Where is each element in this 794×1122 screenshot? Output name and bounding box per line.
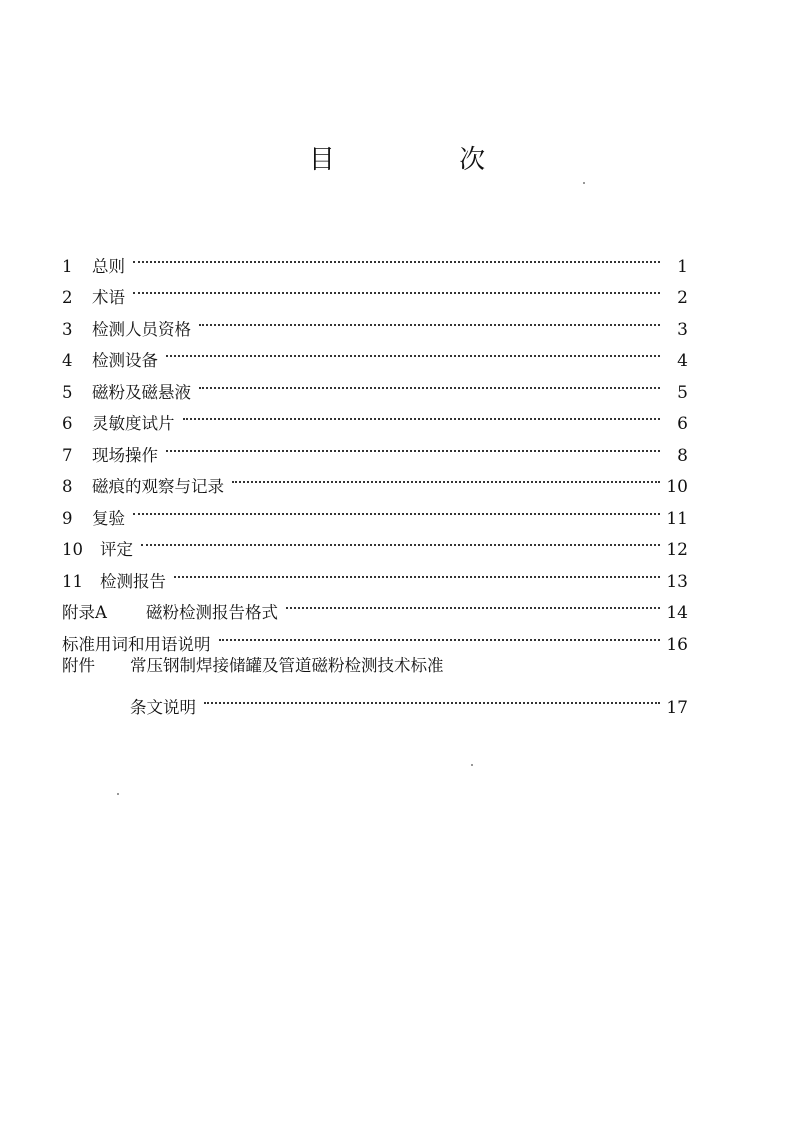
dot-leader xyxy=(141,524,666,556)
toc-page-number: 6 xyxy=(677,414,688,434)
toc-entry-2[interactable] xyxy=(62,272,688,308)
toc-page-number: 10 xyxy=(666,477,688,497)
toc-number: 3 xyxy=(62,319,73,339)
scan-speck xyxy=(583,182,585,184)
dot-leader xyxy=(166,429,666,461)
scan-speck xyxy=(117,793,119,795)
toc-number: 9 xyxy=(62,508,73,528)
toc-page-number: 1 xyxy=(677,256,688,277)
toc-page-number: 3 xyxy=(677,319,688,340)
toc-page-number: 17 xyxy=(666,697,688,718)
toc-number: 2 xyxy=(62,288,73,307)
toc-label: 灵敏度试片 xyxy=(92,414,175,433)
page-title: 目 次 xyxy=(308,145,544,175)
dot-leader xyxy=(204,681,666,713)
dot-leader xyxy=(199,366,666,398)
toc-entry-10[interactable] xyxy=(62,524,688,560)
toc-page-number: 11 xyxy=(666,508,688,529)
toc-number: 5 xyxy=(62,382,73,402)
dot-leader xyxy=(232,461,666,493)
dot-leader xyxy=(133,492,666,524)
toc-label: 复验 xyxy=(92,508,125,528)
toc-label: 检测人员资格 xyxy=(92,319,191,339)
dot-leader xyxy=(174,555,666,587)
toc-label: 现场操作 xyxy=(92,445,158,465)
dot-leader xyxy=(133,240,666,272)
toc-label: 标准用词和用语说明 xyxy=(62,634,211,654)
toc-page-number: 2 xyxy=(677,288,688,308)
toc-page-number: 4 xyxy=(677,351,688,371)
dot-leader xyxy=(183,398,667,430)
toc-number: 1 xyxy=(62,256,73,276)
toc-page-number: 13 xyxy=(666,571,688,592)
scan-speck xyxy=(471,764,473,766)
toc-page-number: 8 xyxy=(677,445,688,466)
dot-leader xyxy=(133,272,666,304)
table-of-contents xyxy=(62,240,688,718)
toc-label: 磁粉及磁悬液 xyxy=(92,382,191,402)
toc-number: 7 xyxy=(62,445,73,465)
toc-label: 磁粉检测报告格式 xyxy=(146,603,278,622)
dot-leader xyxy=(219,618,667,650)
toc-number: 附件 xyxy=(62,655,95,675)
toc-entry-11[interactable] xyxy=(62,555,688,592)
toc-entry-9[interactable] xyxy=(62,492,688,529)
toc-label: 检测报告 xyxy=(100,571,166,591)
toc-page-number: 16 xyxy=(666,634,688,655)
toc-label: 检测设备 xyxy=(92,351,158,370)
toc-entry-attachment-continued[interactable] xyxy=(62,681,688,718)
toc-label: 常压钢制焊接储罐及管道磁粉检测技术标准 xyxy=(130,655,444,675)
toc-page-number: 12 xyxy=(666,540,688,560)
toc-label: 评定 xyxy=(100,540,133,559)
toc-entry-1[interactable] xyxy=(62,240,688,277)
toc-label: 术语 xyxy=(92,288,125,307)
toc-number: 11 xyxy=(62,571,83,591)
toc-label: 总则 xyxy=(92,256,125,276)
dot-leader xyxy=(286,587,666,619)
toc-label: 磁痕的观察与记录 xyxy=(92,477,224,496)
toc-page-number: 14 xyxy=(666,603,688,623)
toc-number: 6 xyxy=(62,414,73,433)
toc-entry-3[interactable] xyxy=(62,303,688,340)
toc-number: 8 xyxy=(62,477,73,496)
toc-number: 附录A xyxy=(62,603,107,622)
toc-page-number: 5 xyxy=(677,382,688,403)
toc-number: 4 xyxy=(62,351,73,370)
toc-label: 条文说明 xyxy=(130,697,196,717)
dot-leader xyxy=(199,303,666,335)
dot-leader xyxy=(166,335,666,367)
toc-number: 10 xyxy=(62,540,83,559)
toc-entry-attachment[interactable] xyxy=(62,650,688,682)
